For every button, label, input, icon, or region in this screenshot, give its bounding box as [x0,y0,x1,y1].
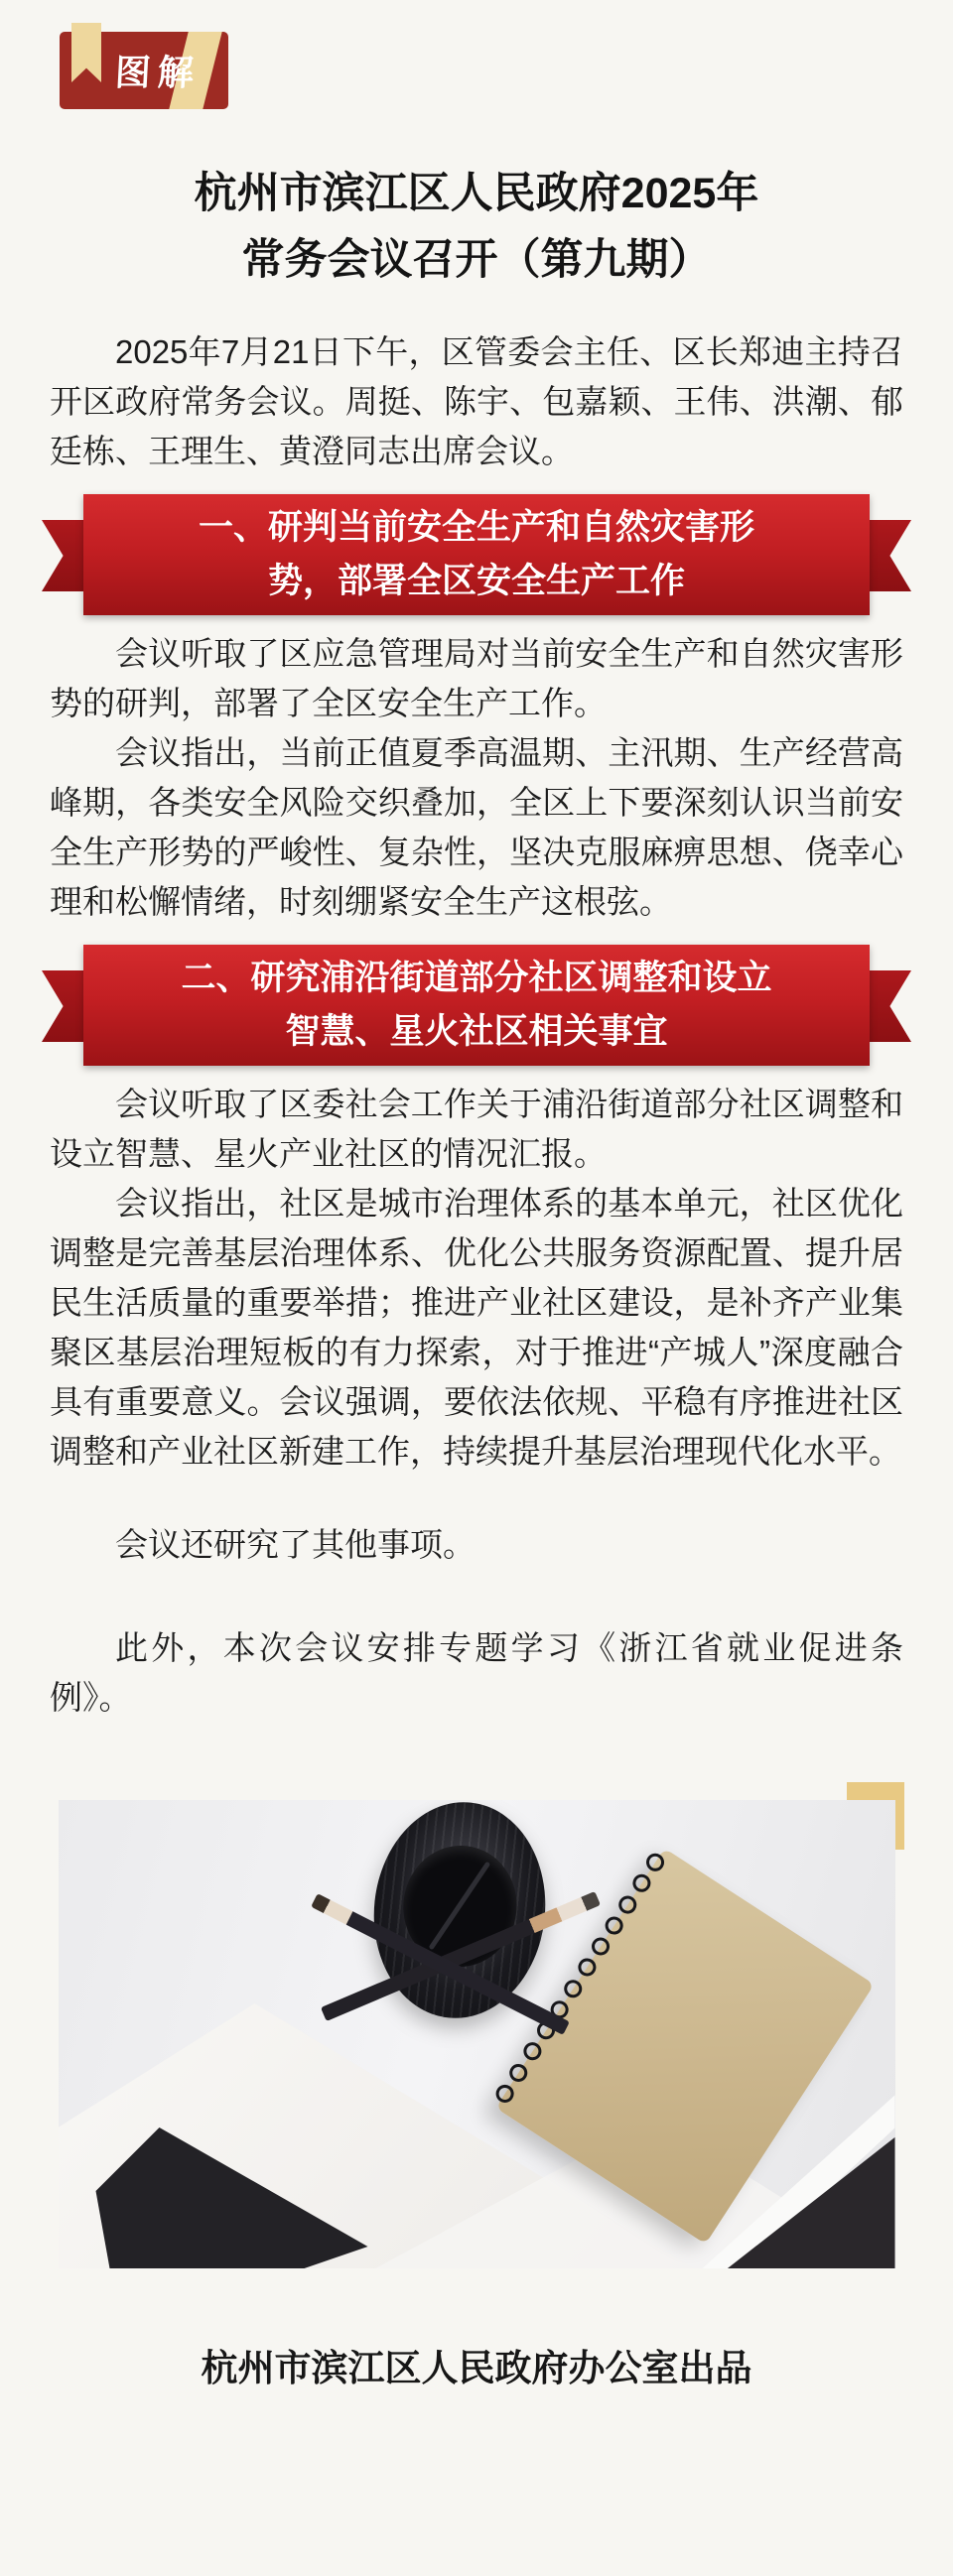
page-title [0,161,953,294]
section-2-banner [83,945,870,1066]
section-1-banner-line2: 势，部署全区安全生产工作 [267,562,685,600]
section-1-banner-text [83,494,870,615]
bookmark-ribbon-icon [71,23,101,82]
page-title-line2: 常务会议召开（第九期） [241,236,712,284]
section-1-paragraph-2: 会议指出，当前正值夏季高温期、主汛期、生产经营高峰期，各类安全风险交织叠加，全区上下要深刻认识当前安全生产形势的严峻性、复杂性，坚决克服麻痹思想、侥幸心理和松懈情绪，时刻绷紧安全生产这根弦。 [50,734,903,920]
intro-paragraph: 2025年7月21日下午，区管委会主任、区长郑迪主持召开区政府常务会议。周挺、陈宇、包嘉颖、王伟、洪潮、郁廷栋、王理生、黄澄同志出席会议。 [50,333,903,469]
section-1-paragraph-1: 会议听取了区应急管理局对当前安全生产和自然灾害形势的研判，部署了全区安全生产工作。 [50,635,903,721]
infographic-badge [60,32,228,109]
closing-paragraph-2: 此外，本次会议安排专题学习《浙江省就业促进条例》。 [50,1629,903,1716]
photo-section [59,1800,895,2268]
section-2-banner-line2: 智慧、星火社区相关事宜 [285,1012,668,1051]
section-2-paragraph-1: 会议听取了区委社会工作关于浦沿街道部分社区调整和设立智慧、星火产业社区的情况汇报。 [50,1086,903,1172]
section-2-banner-line1: 二、研究浦沿街道部分社区调整和设立 [181,959,772,997]
closing-paragraph-1: 会议还研究了其他事项。 [115,1526,476,1563]
desk-photo [59,1800,895,2268]
footer-credit: 杭州市滨江区人民政府办公室出品 [201,2348,752,2388]
section-1-banner-line1: 一、研判当前安全生产和自然灾害形 [198,508,754,547]
section-2-banner-text [83,945,870,1066]
badge-label: 图解 [113,52,202,93]
page-title-line1: 杭州市滨江区人民政府2025年 [194,170,759,217]
section-1-banner [83,494,870,615]
section-2-paragraph-2: 会议指出，社区是城市治理体系的基本单元，社区优化调整是完善基层治理体系、优化公共服务资源配置、提升居民生活质量的重要举措；推进产业社区建设，是补齐产业集聚区基层治理短板的有力探索，对于推进“产城人”深度融合具有重要意义。会议强调，要依法依规、平稳有序推进社区调整和产业社区新建工作，持续提升基层治理现代化水平。 [50,1185,903,1470]
